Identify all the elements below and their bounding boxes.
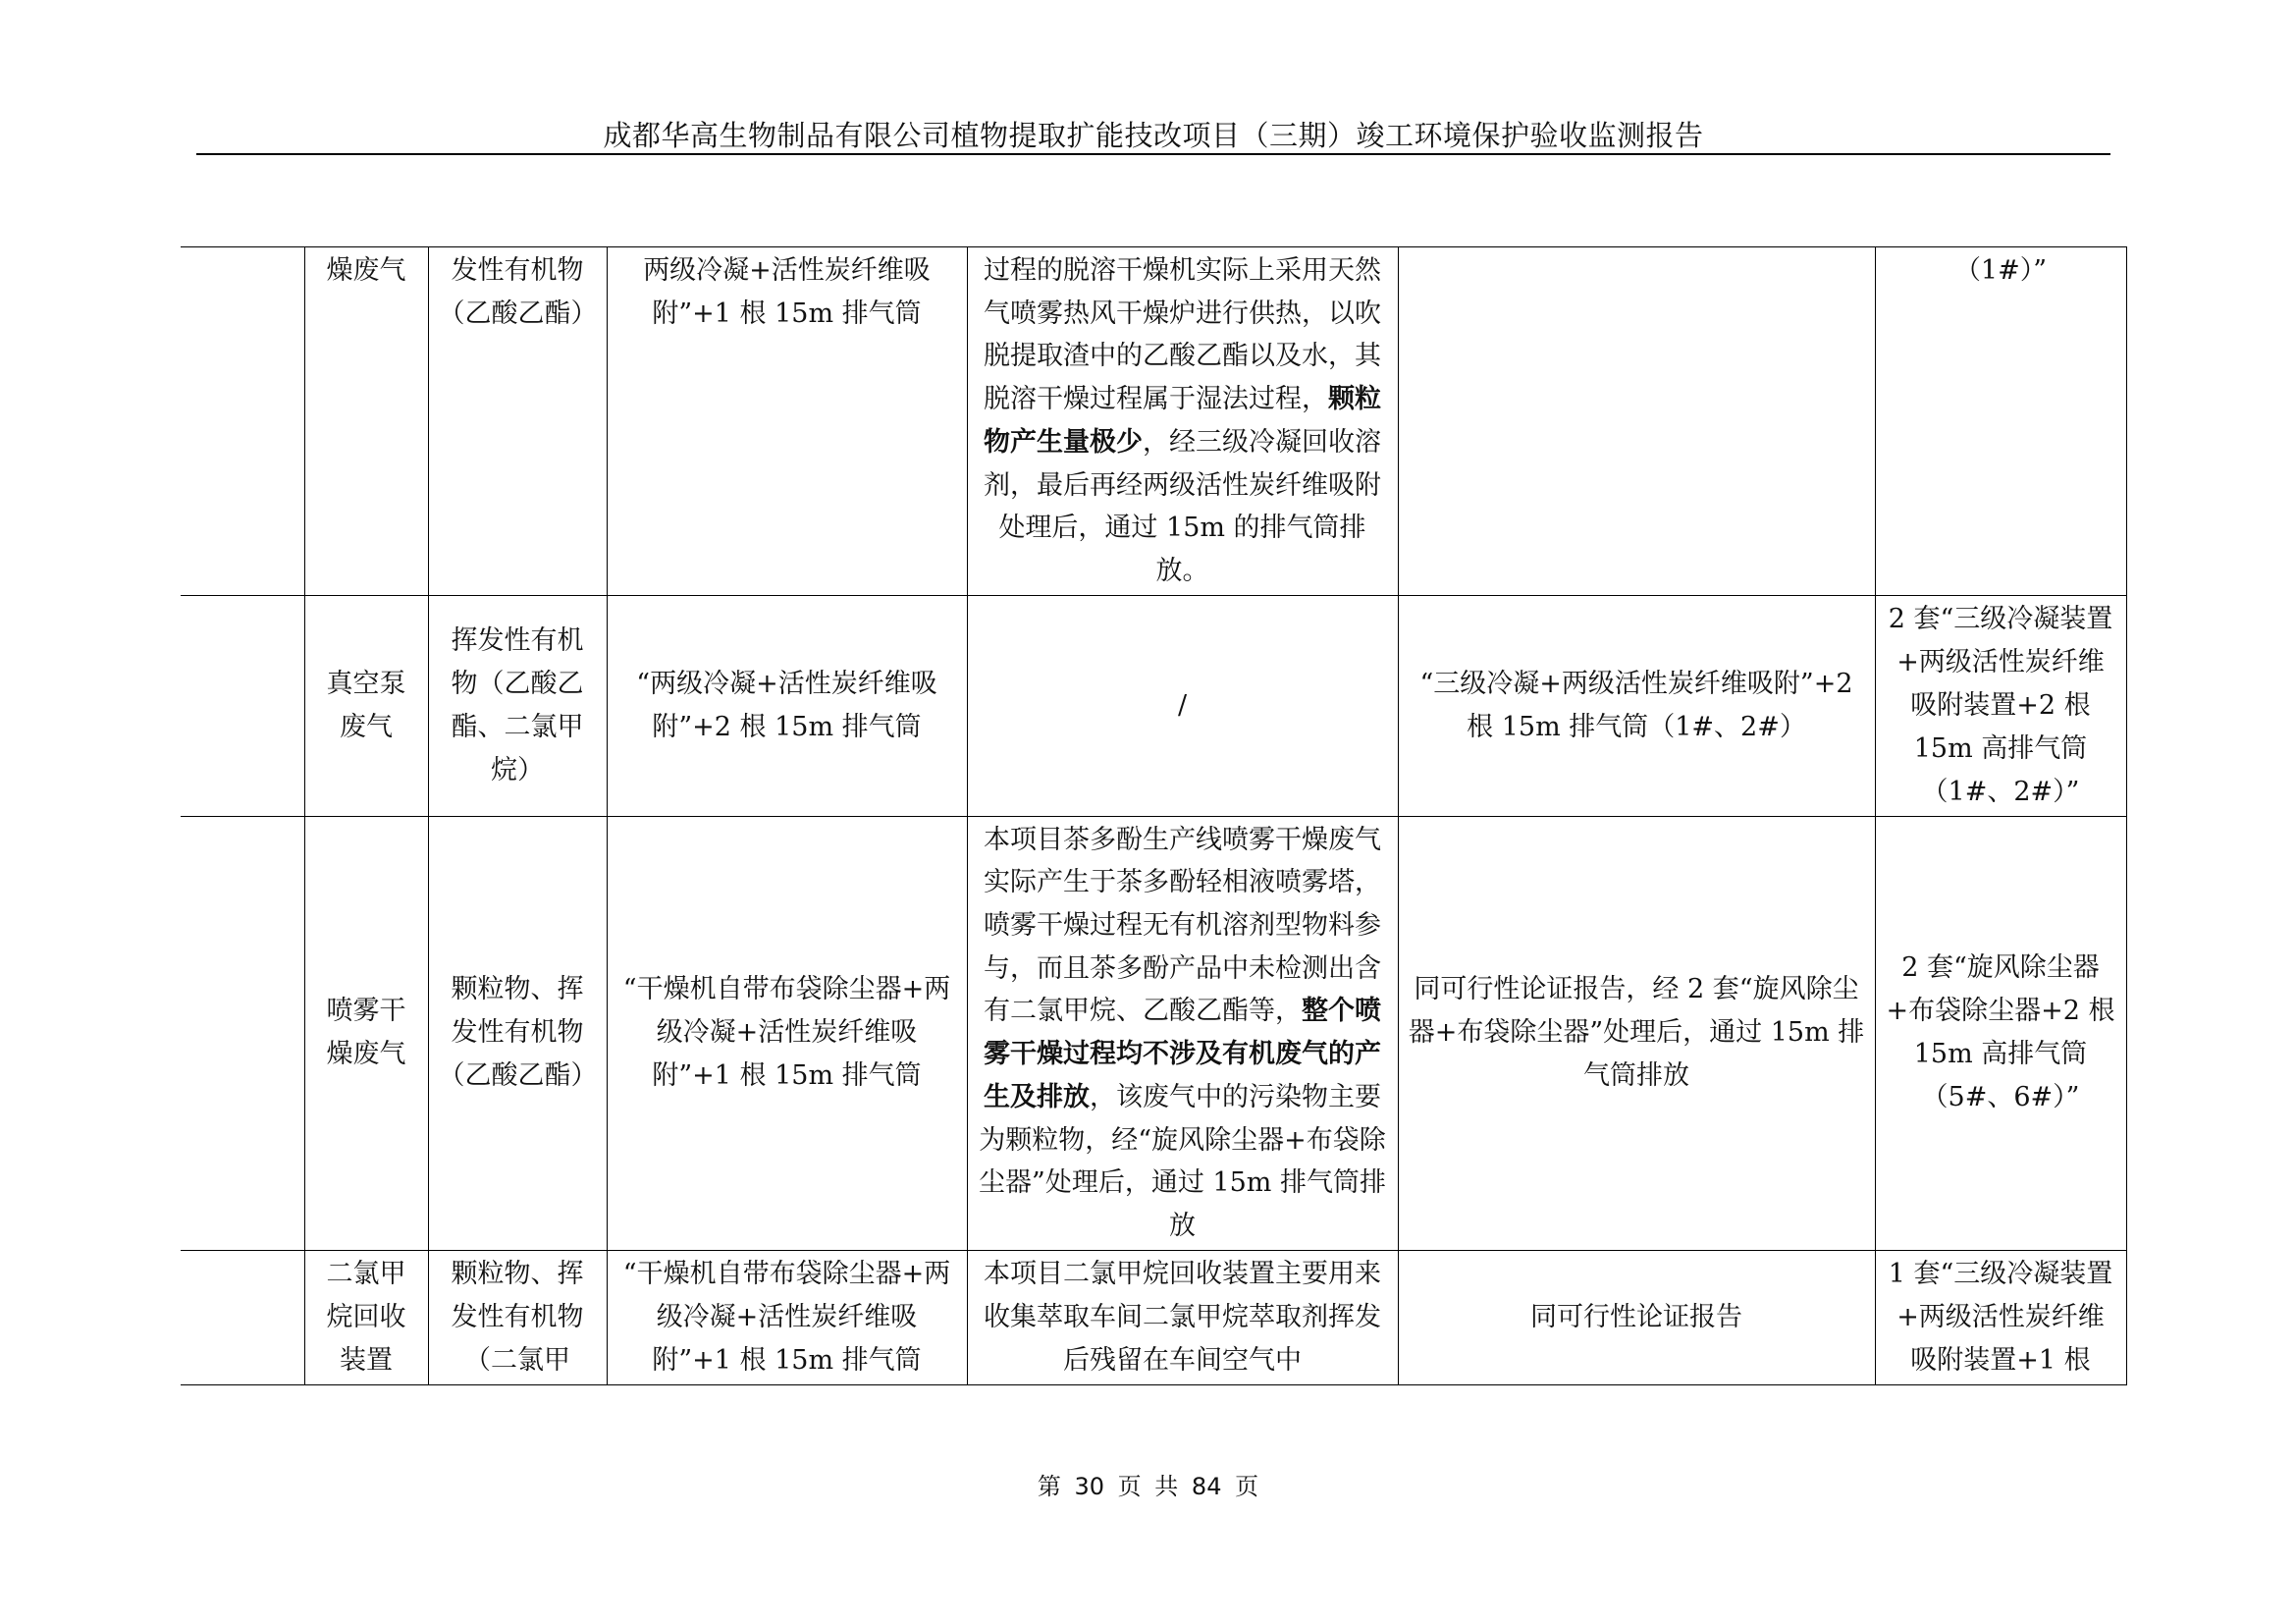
feasibility-measure-cell: 同可行性论证报告，经 2 套“旋风除尘器+布袋除尘器”处理后，通过 15m 排气筒排放	[1398, 816, 1875, 1250]
emission-source-cell: 喷雾干燥废气	[304, 816, 428, 1250]
actual-measure-cell: 2 套“三级冷凝装置+两级活性炭纤维吸附装置+2 根 15m 高排气筒（1#、2#）”	[1875, 595, 2126, 816]
blank-cell	[181, 1250, 304, 1384]
feasibility-measure-cell: “三级冷凝+两级活性炭纤维吸附”+2 根 15m 排气筒（1#、2#）	[1398, 595, 1875, 816]
actual-process-description-cell: /	[967, 595, 1398, 816]
eia-measure-cell: “两级冷凝+活性炭纤维吸附”+2 根 15m 排气筒	[607, 595, 967, 816]
actual-measure-cell: 1 套“三级冷凝装置+两级活性炭纤维吸附装置+1 根	[1875, 1250, 2126, 1384]
feasibility-measure-cell: 同可行性论证报告	[1398, 1250, 1875, 1384]
table-row	[181, 1250, 2126, 1384]
pollutant-cell: 颗粒物、挥发性有机物（乙酸乙酯）	[428, 816, 607, 1250]
table-row	[181, 247, 2126, 596]
actual-process-description-cell: 本项目茶多酚生产线喷雾干燥废气实际产生于茶多酚轻相液喷雾塔，喷雾干燥过程无有机溶剂型物料参与，而且茶多酚产品中未检测出含有二氯甲烷、乙酸乙酯等，整个喷雾干燥过程均不涉及有机废气的产生及排放，该废气中的污染物主要为颗粒物，经“旋风除尘器+布袋除尘器”处理后，通过 15m 排气筒排放	[967, 816, 1398, 1250]
eia-measure-cell: “干燥机自带布袋除尘器+两级冷凝+活性炭纤维吸附”+1 根 15m 排气筒	[607, 816, 967, 1250]
report-header-title: 成都华高生物制品有限公司植物提取扩能技改项目（三期）竣工环境保护验收监测报告	[603, 119, 1704, 152]
emission-source-cell: 二氯甲烷回收装置	[304, 1250, 428, 1384]
actual-process-description-cell: 本项目二氯甲烷回收装置主要用来收集萃取车间二氯甲烷萃取剂挥发后残留在车间空气中	[967, 1250, 1398, 1384]
actual-measure-cell: （1#）”	[1875, 247, 2126, 596]
pollutant-cell: 颗粒物、挥发性有机物（二氯甲	[428, 1250, 607, 1384]
page-number: 第 30 页 共 84 页	[1037, 1473, 1259, 1500]
table-row	[181, 816, 2126, 1250]
eia-measure-cell: “干燥机自带布袋除尘器+两级冷凝+活性炭纤维吸附”+1 根 15m 排气筒	[607, 1250, 967, 1384]
blank-cell	[181, 247, 304, 596]
blank-cell	[181, 816, 304, 1250]
header-divider	[196, 153, 2110, 155]
emission-source-cell: 燥废气	[304, 247, 428, 596]
actual-process-description-cell: 过程的脱溶干燥机实际上采用天然气喷雾热风干燥炉进行供热，以吹脱提取渣中的乙酸乙酯以及水，其脱溶干燥过程属于湿法过程，颗粒物产生量极少，经三级冷凝回收溶剂，最后再经两级活性炭纤维吸附处理后，通过 15m 的排气筒排放。	[967, 247, 1398, 596]
blank-cell	[181, 595, 304, 816]
emission-source-cell: 真空泵废气	[304, 595, 428, 816]
eia-measure-cell: 两级冷凝+活性炭纤维吸附”+1 根 15m 排气筒	[607, 247, 967, 596]
treatment-measures-table	[181, 246, 2127, 1385]
pollutant-cell: 发性有机物（乙酸乙酯）	[428, 247, 607, 596]
table-row	[181, 595, 2126, 816]
pollutant-cell: 挥发性有机物（乙酸乙酯、二氯甲烷）	[428, 595, 607, 816]
actual-measure-cell: 2 套“旋风除尘器+布袋除尘器+2 根 15m 高排气筒（5#、6#）”	[1875, 816, 2126, 1250]
feasibility-measure-cell	[1398, 247, 1875, 596]
